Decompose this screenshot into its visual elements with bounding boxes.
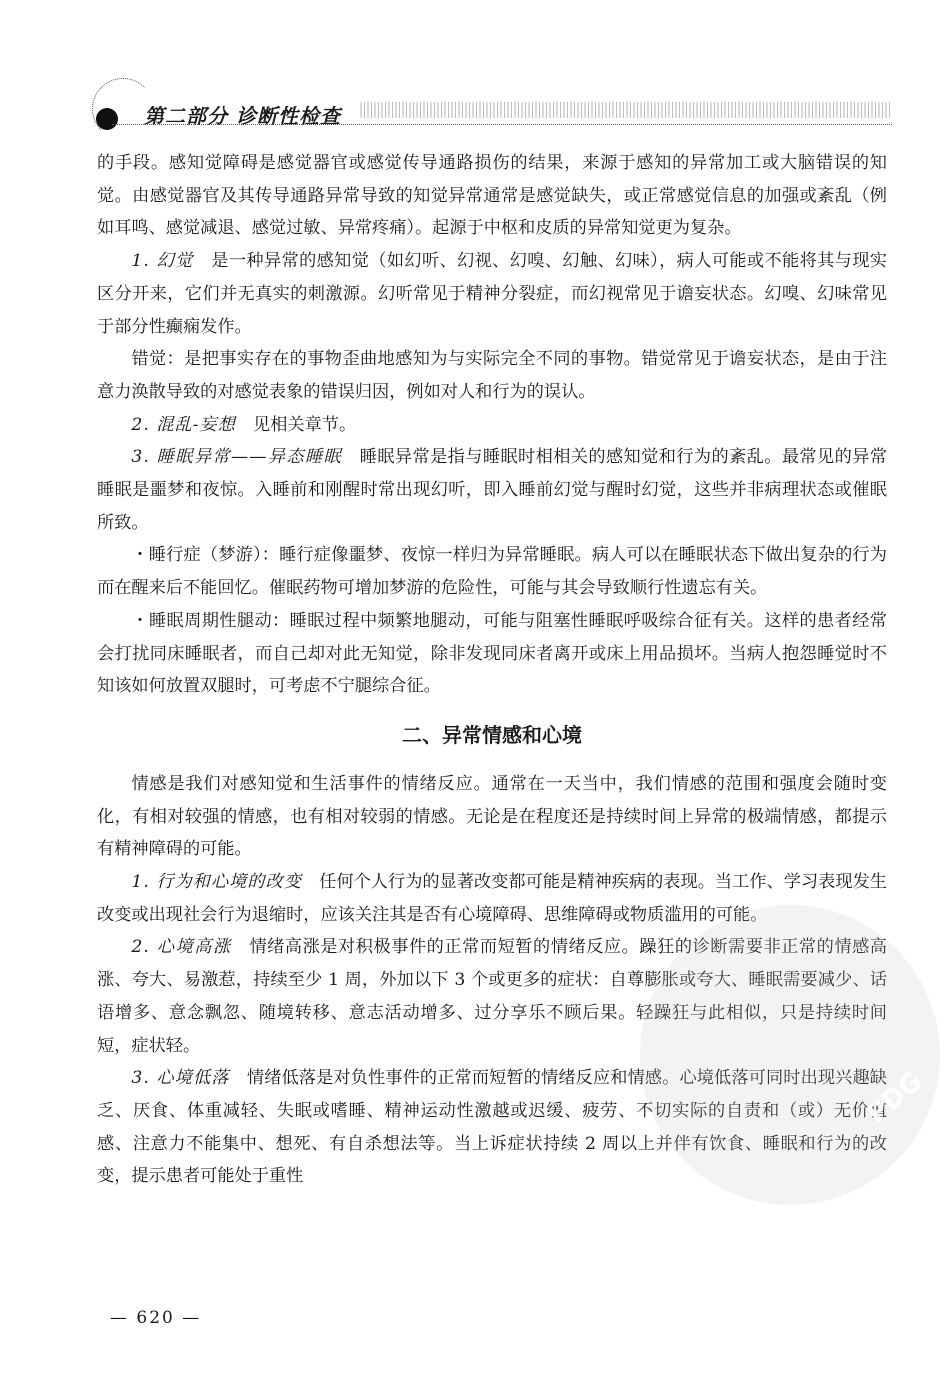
paragraph-text: 情感是我们对感知觉和生活事件的情绪反应。通常在一天当中，我们情感的范围和强度会随时变化，有相对较强的情感，也有相对较弱的情感。无论是在程度还是持续时间上异常的极端情感，都提示有精神障碍的可能。 (97, 773, 887, 860)
paragraph (97, 147, 887, 245)
paragraph-text: ・睡行症（梦游）：睡行症像噩梦、夜惊一样归为异常睡眠。病人可以在睡眠状态下做出复杂的行为而在醒来后不能回忆。催眠药物可增加梦游的危险性，可能与其会导致顺行性遗忘有关。 (97, 545, 887, 599)
paragraph-lead: 1. 行为和心境的改变 (131, 872, 302, 893)
paragraph-text: 的手段。感知觉障碍是感觉器官或感觉传导通路损伤的结果，来源于感知的异常加工或大脑错误的知觉。由感觉器官及其传导通路异常导致的知觉异常通常是感觉缺失，或正常感觉信息的加强或紊乱（例如耳鸣、感觉减退、感觉过敏、异常疼痛）。起源于中枢和皮质的异常知觉更为复杂。 (97, 153, 887, 239)
paragraph-text: 任何个人行为的显著改变都可能是精神疾病的表现。当工作、学习表现发生改变或出现社会行为退缩时，应该关注其是否有心境障碍、思维障碍或物质滥用的可能。 (97, 872, 887, 925)
paragraph-text: 是一种异常的感知觉（如幻听、幻视、幻嗅、幻触、幻味），病人可能或不能将其与现实区分开来，它们并无真实的刺激源。幻听常见于精神分裂症，而幻视常见于谵妄状态。幻嗅、幻味常见于部分性癫痫发作。 (97, 251, 887, 337)
paragraph (97, 409, 887, 442)
paragraph-text: 情绪低落是对负性事件的正常而短暂的情绪反应和情感。心境低落可同时出现兴趣缺乏、厌食、体重减轻、失眠或嗜睡、精神运动性激越或迟缓、疲劳、不切实际的自责和（或）无价值感、注意力不能集中、想死、有自杀想法等。当上诉症状持续 2 周以上并伴有饮食、睡眠和行为的改变，提示患者可能处于重性 (97, 1068, 887, 1187)
paragraph (97, 605, 887, 703)
paragraph-text: 错觉：是把事实存在的事物歪曲地感知为与实际完全不同的事物。错觉常见于谵妄状态，是由于注意力涣散导致的对感觉表象的错误归因，例如对人和行为的误认。 (97, 349, 887, 402)
section-heading: 二、异常情感和心境 (402, 722, 582, 747)
paragraph (97, 343, 887, 408)
paragraph (97, 539, 887, 604)
paragraph-lead: 2. 心境高涨 (131, 937, 232, 958)
paragraph-lead: 3. 睡眠异常——异态睡眠 (131, 447, 343, 468)
paragraph-text: 睡眠异常是指与睡眠时相相关的感知觉和行为的紊乱。最常见的异常睡眠是噩梦和夜惊。入睡前和刚醒时常出现幻听，即入睡前幻觉与醒时幻觉，这些并非病理状态或催眠所致。 (97, 447, 887, 533)
header-rule (112, 124, 892, 125)
paragraph (97, 441, 887, 539)
paragraph-text: 情绪高涨是对积极事件的正常而短暂的情绪反应。躁狂的诊断需要非正常的情感高涨、夸大、易激惹，持续至少 1 周，外加以下 3 个或更多的症状：自尊膨胀或夸大、睡眠需要减少、话语增多、意念飘忽、随境转移、意志活动增多、过分享乐不顾后果。轻躁狂与此相似，只是持续时间短，症状轻。 (97, 937, 887, 1056)
header-decoration-strip (360, 102, 890, 118)
page-number: — 620 — (110, 1308, 202, 1328)
page-header (92, 78, 892, 134)
header-bullet-dot (96, 108, 118, 130)
header-title: 第二部分 诊断性检查 (144, 104, 341, 128)
paragraph-lead: 1. 幻觉 (131, 251, 194, 272)
paragraph-lead: 2. 混乱-妄想 (131, 414, 236, 435)
paragraph-lead: 3. 心境低落 (131, 1068, 230, 1089)
paragraph-text: 见相关章节。 (253, 414, 357, 435)
watermark-text: PDG (861, 1066, 929, 1130)
paragraph-text: ・睡眠周期性腿动：睡眠过程中频繁地腿动，可能与阻塞性睡眠呼吸综合征有关。这样的患者经常会打扰同床睡眠者，而自己却对此无知觉，除非发现同床者离开或床上用品损坏。当病人抱怨睡觉时不知该如何放置双腿时，可考虑不宁腿综合征。 (97, 610, 887, 697)
paragraph (97, 245, 887, 343)
watermark-seal (640, 905, 940, 1205)
paragraph (97, 768, 887, 866)
